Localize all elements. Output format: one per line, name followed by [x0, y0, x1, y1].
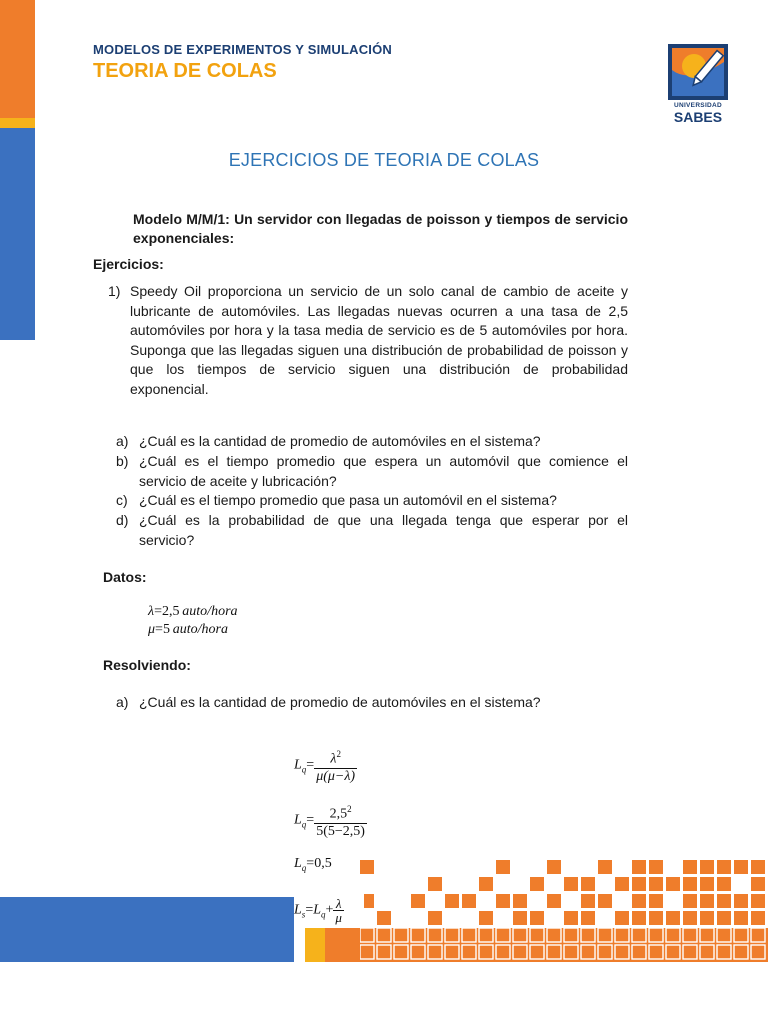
eq-lhs: L — [294, 902, 302, 918]
pixel-square — [598, 945, 612, 959]
pixel-square — [734, 945, 748, 959]
pixel-square — [734, 911, 748, 925]
pixel-square — [632, 911, 646, 925]
eq-lhs-sub: s — [301, 909, 306, 920]
pixel-square — [615, 877, 629, 891]
pixel-square — [377, 945, 391, 959]
pixel-square — [530, 928, 544, 942]
datos-label: Datos: — [103, 569, 147, 585]
pixel-square — [564, 877, 578, 891]
pixel-square — [496, 945, 510, 959]
pixel-square — [513, 894, 527, 908]
pixel-square — [564, 928, 578, 942]
eq-lhs: L — [294, 812, 302, 828]
pixel-square — [462, 928, 476, 942]
pixel-square — [683, 945, 697, 959]
pixel-square — [411, 945, 425, 959]
pixel-square — [700, 911, 714, 925]
pixel-square — [360, 928, 374, 942]
pixel-square — [564, 911, 578, 925]
eq-num-base: 2,5 — [329, 806, 348, 822]
pixel-square — [700, 877, 714, 891]
pixel-square — [734, 860, 748, 874]
question-text: ¿Cuál es la probabilidad de que una llegada tenga que esperar por el servicio? — [139, 512, 628, 548]
lambda-value: 2,5 — [161, 604, 180, 619]
question-item — [116, 432, 628, 452]
pixel-square — [581, 928, 595, 942]
pixel-square — [700, 945, 714, 959]
question-text: ¿Cuál es la cantidad de promedio de automóviles en el sistema? — [139, 433, 541, 449]
pixel-square — [530, 877, 544, 891]
pixel-square — [666, 877, 680, 891]
question-item — [116, 452, 628, 492]
problem-number: 1) — [108, 283, 121, 299]
mu-value: 5 — [162, 622, 170, 637]
pixel-square — [462, 945, 476, 959]
equation-lq-substituted: $L_q=$ $\frac{2,5^2}{5(5-2,5)}$ — [294, 801, 367, 840]
question-letter: a) — [116, 694, 129, 710]
pixel-square — [428, 928, 442, 942]
eq-rhs-term: L — [313, 902, 322, 918]
resolviendo-label: Resolviendo: — [103, 657, 191, 673]
pixel-square — [649, 860, 663, 874]
eq-rhs-sub: q — [321, 909, 326, 920]
eq-fraction — [314, 746, 357, 785]
pixel-square — [377, 911, 391, 925]
pixel-square — [649, 911, 663, 925]
pixel-square — [462, 894, 476, 908]
question-text: ¿Cuál es el tiempo promedio que pasa un automóvil en el sistema? — [139, 492, 557, 508]
pixel-square — [598, 894, 612, 908]
pixel-square — [666, 911, 680, 925]
logo-emblem — [660, 44, 736, 102]
model-heading: Modelo M/M/1: Un servidor con llegadas de poisson y tiempos de servicio exponenciales: — [133, 211, 628, 246]
pixel-square — [581, 894, 595, 908]
pixel-square — [615, 911, 629, 925]
equation-lq-formula: $L_q=$ $\frac{\lambda^2}{\mu(\mu-\lambda)}$ — [294, 746, 357, 785]
pixel-square — [683, 860, 697, 874]
pixel-square — [479, 928, 493, 942]
mu-symbol: μ — [148, 622, 156, 637]
eq-numerator — [314, 801, 367, 824]
exercises-label: Ejercicios: — [93, 256, 164, 272]
pixel-square — [649, 945, 663, 959]
pixel-square — [649, 877, 663, 891]
pixel-square — [751, 928, 765, 942]
footer-blue-band — [0, 897, 294, 962]
pixel-square — [700, 928, 714, 942]
pixel-square — [751, 877, 765, 891]
pixel-square — [411, 928, 425, 942]
pixel-square — [547, 928, 561, 942]
question-text: ¿Cuál es el tiempo promedio que espera un automóvil que comience el servicio de aceite y lubricación? — [139, 453, 628, 489]
datos-lambda: λ=2,5 auto/hora — [148, 604, 238, 619]
document-title: EJERCICIOS DE TEORIA DE COLAS — [228, 150, 540, 170]
eq-fraction — [333, 897, 344, 924]
question-letter: d) — [116, 512, 129, 528]
logo-text-sabes: SABES — [673, 109, 723, 125]
eq-fraction — [314, 801, 367, 840]
equation-ls-formula: $L_s=L_q+$ $\frac{\lambda}{\mu}$ — [294, 896, 342, 925]
pixel-square — [700, 860, 714, 874]
pixel-square — [683, 877, 697, 891]
eq-num-sup: 2 — [347, 804, 352, 814]
pixel-square — [530, 911, 544, 925]
header-title: TEORIA DE COLAS — [93, 60, 277, 82]
eq-lhs: L — [294, 757, 302, 773]
eq-lhs-sub: q — [301, 862, 307, 873]
pixel-square — [547, 945, 561, 959]
eq-lhs-sub: q — [301, 764, 307, 775]
pixel-square — [428, 877, 442, 891]
question-letter: a) — [116, 433, 129, 449]
pixel-square — [751, 945, 765, 959]
pixel-square — [751, 894, 765, 908]
question-item — [116, 491, 628, 511]
equation-lq-result: $L_q=0,5$ — [294, 856, 332, 873]
pixel-square — [632, 860, 646, 874]
eq-lhs: L — [294, 856, 302, 871]
pixel-square — [360, 945, 374, 959]
pixel-square — [683, 928, 697, 942]
question-text: ¿Cuál es la cantidad de promedio de automóviles en el sistema? — [139, 694, 541, 710]
pixel-square — [581, 911, 595, 925]
eq-numerator: λ — [333, 897, 344, 911]
resolving-question — [116, 693, 628, 713]
eq-num-base: λ — [330, 751, 337, 767]
left-orange-bar — [0, 0, 35, 118]
pixel-square — [649, 928, 663, 942]
eq-denominator: 5(5−2,5) — [316, 823, 365, 839]
pixel-square — [632, 928, 646, 942]
pixel-square — [394, 945, 408, 959]
footer-pixel-pattern — [360, 856, 768, 962]
eq-denominator: μ(μ−λ) — [316, 768, 356, 784]
pixel-square — [666, 928, 680, 942]
pixel-square — [700, 894, 714, 908]
pixel-square — [428, 945, 442, 959]
pixel-square — [615, 928, 629, 942]
pixel-square — [547, 860, 561, 874]
pixel-square — [683, 894, 697, 908]
pixel-square — [479, 945, 493, 959]
pixel-square — [615, 945, 629, 959]
question-item — [116, 511, 628, 551]
eq-numerator — [314, 746, 357, 769]
pixel-square — [717, 894, 731, 908]
pixel-square — [598, 928, 612, 942]
pixel-square — [496, 894, 510, 908]
pixel-square — [632, 894, 646, 908]
pixel-square — [445, 945, 459, 959]
pixel-square — [666, 945, 680, 959]
eq-num-sup: 2 — [336, 749, 341, 759]
pixel-square — [734, 928, 748, 942]
pixel-square — [751, 860, 765, 874]
pixel-square — [479, 911, 493, 925]
pixel-square — [445, 894, 459, 908]
problem-statement: Speedy Oil proporciona un servicio de un solo canal de cambio de aceite y lubricante de automóviles. Las llegadas nuevas ocurren a una tasa de 2,5 automóviles por hora y la tasa media de servicio es de 5 automóviles por hora. Suponga que las llegadas siguen una distribución de probabilidad de poisson y que los tiempos de servicio siguen una distribución de probabilidad exponencial. — [130, 283, 628, 397]
pixel-square — [717, 877, 731, 891]
pixel-square — [581, 877, 595, 891]
question-letter: b) — [116, 453, 129, 469]
question-letter: c) — [116, 492, 128, 508]
pixel-square — [513, 945, 527, 959]
pixel-square — [717, 928, 731, 942]
eq-lhs-sub: q — [301, 819, 307, 830]
pixel-square — [751, 911, 765, 925]
pixel-square — [428, 911, 442, 925]
pixel-square — [632, 877, 646, 891]
pixel-square — [581, 945, 595, 959]
pixel-square — [717, 860, 731, 874]
pixel-square — [445, 928, 459, 942]
pixel-square — [411, 894, 425, 908]
datos-mu: μ=5 auto/hora — [148, 622, 228, 637]
university-logo — [660, 44, 736, 128]
left-yellow-bar — [0, 118, 35, 128]
pixel-square — [530, 945, 544, 959]
header-subtitle: MODELOS DE EXPERIMENTOS Y SIMULACIÓN — [93, 42, 393, 57]
pixel-square — [496, 928, 510, 942]
pixel-square — [649, 894, 663, 908]
pixel-square — [360, 860, 374, 874]
footer-yellow-band — [305, 928, 325, 962]
pixel-square — [564, 945, 578, 959]
pixel-square — [598, 860, 612, 874]
eq-rhs: 0,5 — [314, 856, 332, 871]
pixel-square — [547, 894, 561, 908]
mu-unit: auto/hora — [172, 622, 228, 637]
pixel-square — [513, 928, 527, 942]
pixel-square — [479, 877, 493, 891]
lambda-symbol: λ — [148, 604, 155, 619]
pixel-square — [717, 945, 731, 959]
logo-text-universidad: UNIVERSIDAD — [673, 102, 723, 109]
pixel-square — [632, 945, 646, 959]
pixel-square — [513, 911, 527, 925]
pixel-square — [683, 911, 697, 925]
pixel-square — [377, 928, 391, 942]
pixel-square — [734, 894, 748, 908]
eq-denominator: μ — [335, 910, 342, 925]
lambda-unit: auto/hora — [182, 604, 238, 619]
pixel-square — [717, 911, 731, 925]
pixel-square — [394, 928, 408, 942]
pixel-square — [496, 860, 510, 874]
